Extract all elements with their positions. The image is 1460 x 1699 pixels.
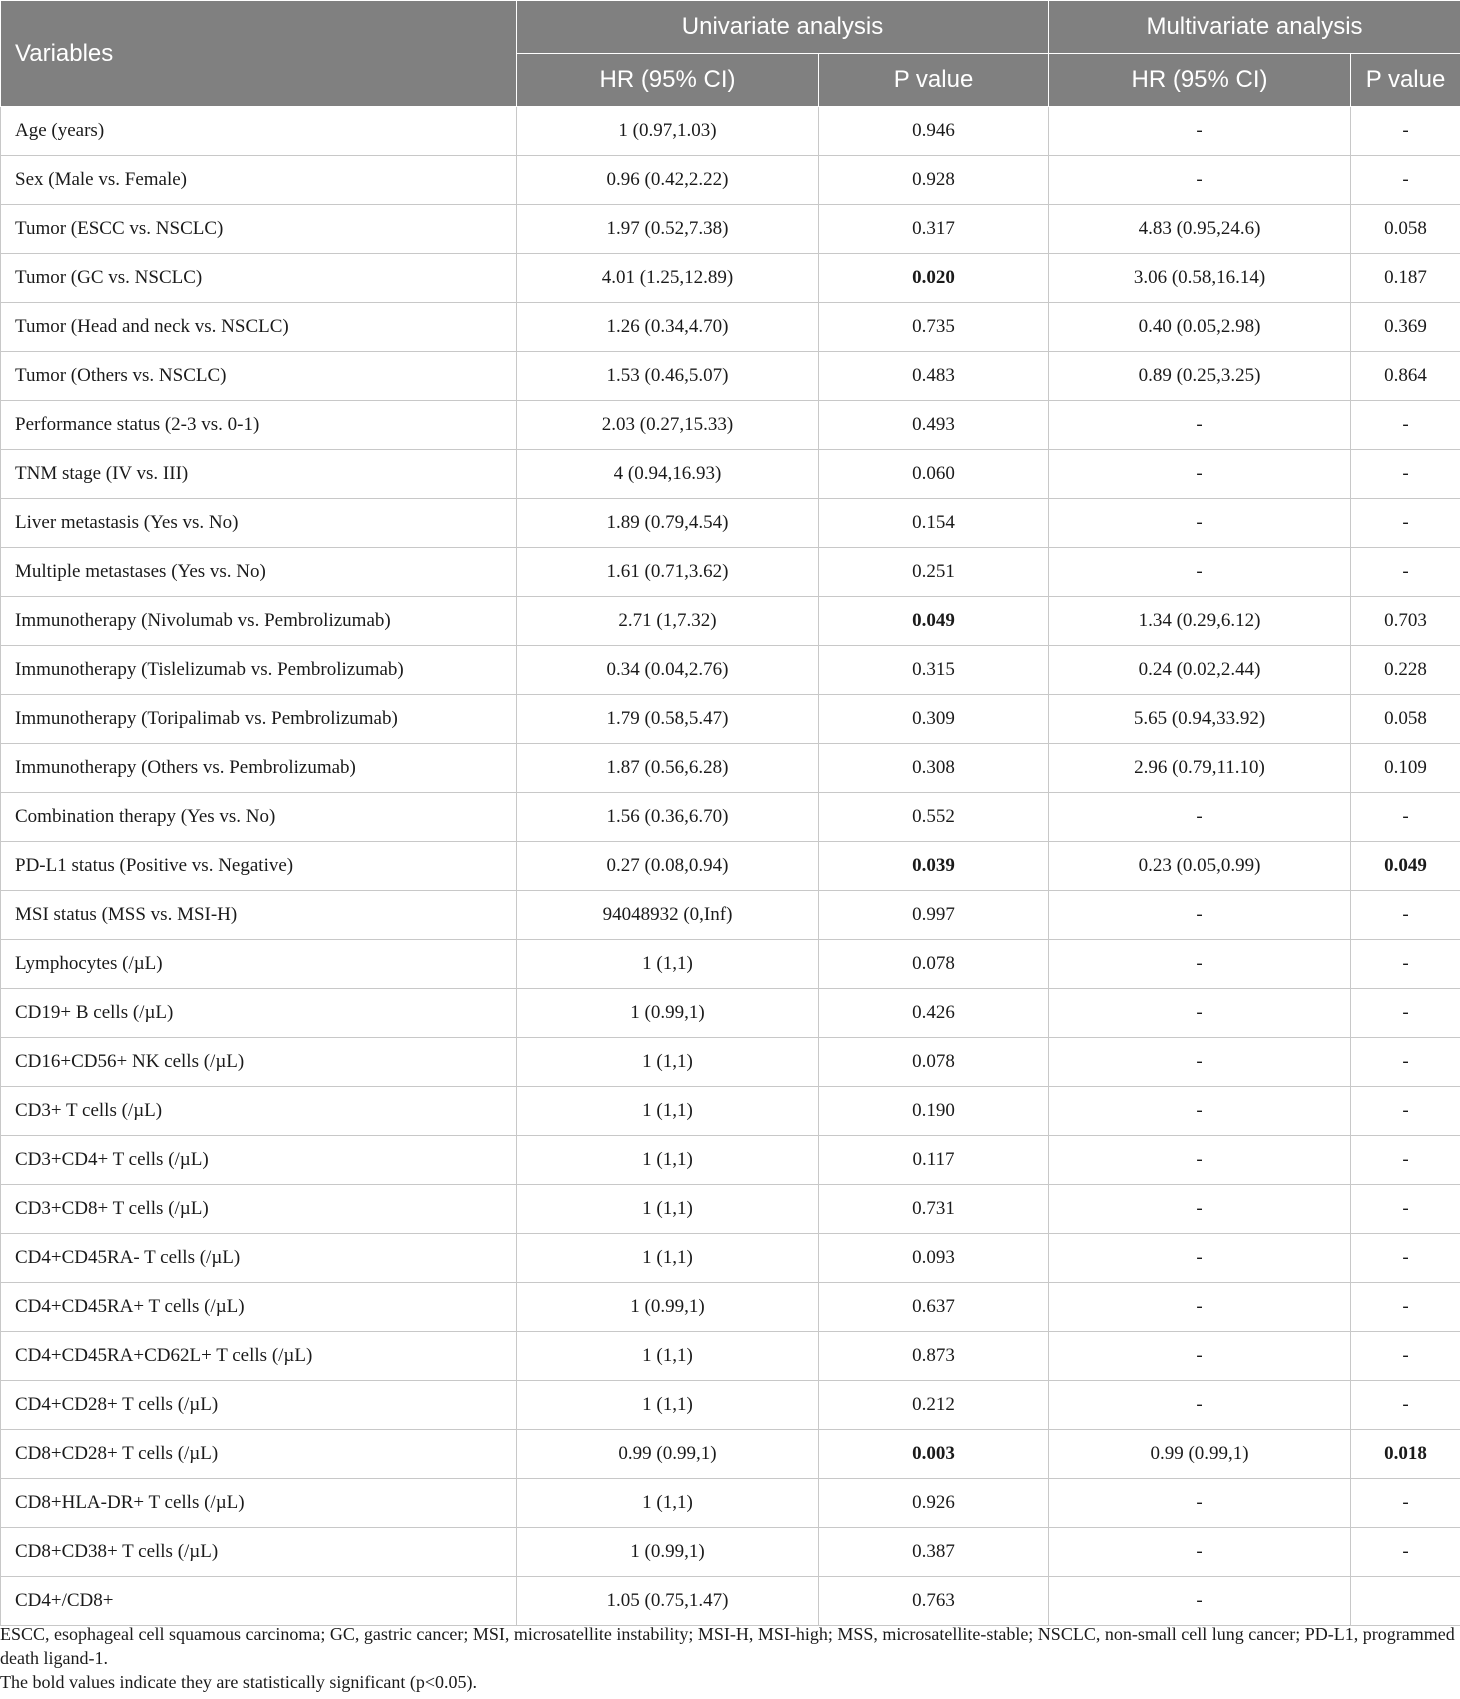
cell-variable: CD3+CD8+ T cells (/µL) [1,1185,517,1234]
cell-uni-hr: 1.61 (0.71,3.62) [517,548,819,597]
table-row [1,156,1460,205]
header-uni-p: P value [819,54,1049,107]
table-row [1,499,1460,548]
cell-uni-p: 0.078 [819,1038,1049,1087]
table-row [1,254,1460,303]
cell-multi-p: - [1351,548,1460,597]
cell-multi-hr: 0.99 (0.99,1) [1049,1430,1351,1479]
cell-multi-hr: - [1049,989,1351,1038]
table-row [1,1185,1460,1234]
cell-variable: CD4+/CD8+ [1,1577,517,1626]
cell-multi-p: 0.018 [1351,1430,1460,1479]
cell-variable: CD19+ B cells (/µL) [1,989,517,1038]
cell-uni-p: 0.309 [819,695,1049,744]
cell-uni-p: 0.946 [819,107,1049,156]
cell-uni-hr: 1 (1,1) [517,1234,819,1283]
cell-multi-hr: - [1049,1332,1351,1381]
table-row [1,1234,1460,1283]
table-row [1,1136,1460,1185]
cell-multi-hr: 4.83 (0.95,24.6) [1049,205,1351,254]
table-row [1,107,1460,156]
cell-uni-p: 0.308 [819,744,1049,793]
table-row [1,1577,1460,1626]
cell-multi-p: - [1351,1381,1460,1430]
table-row [1,1087,1460,1136]
cell-multi-p: - [1351,401,1460,450]
cell-variable: CD8+HLA-DR+ T cells (/µL) [1,1479,517,1528]
cell-uni-hr: 4 (0.94,16.93) [517,450,819,499]
cell-multi-p: - [1351,1185,1460,1234]
cell-uni-hr: 1.53 (0.46,5.07) [517,352,819,401]
table-row [1,205,1460,254]
table-row [1,891,1460,940]
cell-uni-hr: 1 (1,1) [517,1185,819,1234]
cell-multi-hr: 3.06 (0.58,16.14) [1049,254,1351,303]
table-row [1,1332,1460,1381]
cell-uni-p: 0.483 [819,352,1049,401]
cell-multi-p: 0.058 [1351,695,1460,744]
cell-uni-p: 0.317 [819,205,1049,254]
cell-multi-p: - [1351,1038,1460,1087]
cell-multi-hr: 1.34 (0.29,6.12) [1049,597,1351,646]
cell-multi-p: - [1351,1234,1460,1283]
cell-multi-hr: - [1049,1577,1351,1626]
cell-variable: Combination therapy (Yes vs. No) [1,793,517,842]
cell-multi-p: 0.864 [1351,352,1460,401]
cell-uni-hr: 1 (1,1) [517,1087,819,1136]
table-footnote [0,1622,1460,1694]
cell-uni-p: 0.637 [819,1283,1049,1332]
table-row [1,1283,1460,1332]
cell-multi-p: - [1351,107,1460,156]
cell-uni-hr: 2.03 (0.27,15.33) [517,401,819,450]
table-row [1,695,1460,744]
cell-variable: Tumor (ESCC vs. NSCLC) [1,205,517,254]
cell-uni-p: 0.039 [819,842,1049,891]
cell-multi-hr: 0.89 (0.25,3.25) [1049,352,1351,401]
table-row [1,1528,1460,1577]
cell-variable: CD4+CD28+ T cells (/µL) [1,1381,517,1430]
cell-multi-p: 0.369 [1351,303,1460,352]
cell-variable: CD8+CD28+ T cells (/µL) [1,1430,517,1479]
cell-multi-p: - [1351,1087,1460,1136]
table-row [1,744,1460,793]
cell-uni-hr: 2.71 (1,7.32) [517,597,819,646]
cell-variable: Liver metastasis (Yes vs. No) [1,499,517,548]
table-row [1,940,1460,989]
cell-multi-p: - [1351,499,1460,548]
footnote-bold-note: The bold values indicate they are statistically significant (p<0.05). [0,1672,478,1692]
cell-multi-p: - [1351,940,1460,989]
cell-uni-p: 0.873 [819,1332,1049,1381]
header-multi-hr: HR (95% CI) [1049,54,1351,107]
cell-multi-p: 0.049 [1351,842,1460,891]
cell-variable: CD3+ T cells (/µL) [1,1087,517,1136]
cell-multi-hr: 5.65 (0.94,33.92) [1049,695,1351,744]
cell-uni-hr: 1.89 (0.79,4.54) [517,499,819,548]
table-row [1,1479,1460,1528]
cell-multi-hr: - [1049,1136,1351,1185]
cell-multi-hr: - [1049,1087,1351,1136]
table-row [1,352,1460,401]
cell-multi-p: - [1351,1528,1460,1577]
cell-uni-p: 0.117 [819,1136,1049,1185]
cell-uni-hr: 1.05 (0.75,1.47) [517,1577,819,1626]
cell-uni-hr: 0.27 (0.08,0.94) [517,842,819,891]
cell-multi-p: 0.703 [1351,597,1460,646]
cell-uni-p: 0.387 [819,1528,1049,1577]
cell-uni-p: 0.003 [819,1430,1049,1479]
table-row [1,646,1460,695]
cell-multi-hr: - [1049,401,1351,450]
cell-variable: Immunotherapy (Others vs. Pembrolizumab) [1,744,517,793]
cell-uni-p: 0.426 [819,989,1049,1038]
cell-uni-hr: 1.87 (0.56,6.28) [517,744,819,793]
header-univariate: Univariate analysis [517,1,1049,54]
cell-multi-hr: 0.40 (0.05,2.98) [1049,303,1351,352]
cell-variable: Immunotherapy (Toripalimab vs. Pembrolizumab) [1,695,517,744]
cell-multi-hr: - [1049,450,1351,499]
table-row [1,1381,1460,1430]
cell-multi-p: 0.109 [1351,744,1460,793]
cell-multi-hr: - [1049,548,1351,597]
cell-uni-hr: 1.97 (0.52,7.38) [517,205,819,254]
cell-multi-hr: - [1049,1185,1351,1234]
cell-multi-p: - [1351,1136,1460,1185]
cell-variable: Immunotherapy (Nivolumab vs. Pembrolizumab) [1,597,517,646]
cell-uni-hr: 1 (1,1) [517,1136,819,1185]
cell-uni-hr: 1 (1,1) [517,1038,819,1087]
cell-uni-p: 0.251 [819,548,1049,597]
cell-uni-hr: 4.01 (1.25,12.89) [517,254,819,303]
cell-multi-hr: - [1049,1528,1351,1577]
cell-variable: CD16+CD56+ NK cells (/µL) [1,1038,517,1087]
cell-uni-hr: 1.26 (0.34,4.70) [517,303,819,352]
cell-uni-hr: 1 (0.99,1) [517,1528,819,1577]
cell-uni-hr: 94048932 (0,Inf) [517,891,819,940]
header-uni-hr: HR (95% CI) [517,54,819,107]
cell-uni-p: 0.763 [819,1577,1049,1626]
header-variables: Variables [1,1,517,107]
cell-variable: Immunotherapy (Tislelizumab vs. Pembrolizumab) [1,646,517,695]
cell-multi-hr: 0.24 (0.02,2.44) [1049,646,1351,695]
cell-variable: MSI status (MSS vs. MSI-H) [1,891,517,940]
cell-multi-hr: - [1049,1479,1351,1528]
cell-uni-hr: 1 (0.99,1) [517,989,819,1038]
cell-uni-hr: 1 (1,1) [517,1381,819,1430]
cell-uni-p: 0.731 [819,1185,1049,1234]
cell-uni-p: 0.190 [819,1087,1049,1136]
cell-uni-p: 0.552 [819,793,1049,842]
cell-variable: CD4+CD45RA- T cells (/µL) [1,1234,517,1283]
cell-multi-p: - [1351,1332,1460,1381]
cell-variable: Performance status (2-3 vs. 0-1) [1,401,517,450]
cell-uni-hr: 0.96 (0.42,2.22) [517,156,819,205]
table-row [1,989,1460,1038]
footnote-abbreviations: ESCC, esophageal cell squamous carcinoma; GC, gastric cancer; MSI, microsatellite instability; MSI-H, MSI-high; MSS, microsatellite-stable; NSCLC, non-small cell lung cancer; PD-L1, programmed death ligand-1. [0,1624,1455,1668]
cell-uni-p: 0.078 [819,940,1049,989]
cell-uni-p: 0.020 [819,254,1049,303]
cell-uni-hr: 1.79 (0.58,5.47) [517,695,819,744]
cell-uni-p: 0.315 [819,646,1049,695]
cell-multi-p: 0.058 [1351,205,1460,254]
cell-variable: Lymphocytes (/µL) [1,940,517,989]
cell-multi-p: - [1351,793,1460,842]
cell-multi-hr: - [1049,107,1351,156]
cell-multi-hr: - [1049,891,1351,940]
cell-multi-p: - [1351,989,1460,1038]
cell-variable: Tumor (Others vs. NSCLC) [1,352,517,401]
cell-multi-hr: - [1049,1234,1351,1283]
cell-uni-p: 0.049 [819,597,1049,646]
cell-multi-hr: - [1049,156,1351,205]
cell-uni-hr: 1.56 (0.36,6.70) [517,793,819,842]
table-row [1,303,1460,352]
cell-variable: CD4+CD45RA+CD62L+ T cells (/µL) [1,1332,517,1381]
cell-uni-hr: 1 (1,1) [517,1479,819,1528]
cell-variable: PD-L1 status (Positive vs. Negative) [1,842,517,891]
cell-variable: Tumor (Head and neck vs. NSCLC) [1,303,517,352]
cell-uni-p: 0.493 [819,401,1049,450]
cell-multi-p: - [1351,156,1460,205]
cell-uni-p: 0.926 [819,1479,1049,1528]
cell-uni-p: 0.154 [819,499,1049,548]
cell-multi-p: - [1351,1479,1460,1528]
table-row [1,1430,1460,1479]
cell-multi-p: 0.228 [1351,646,1460,695]
cell-uni-hr: 1 (0.97,1.03) [517,107,819,156]
cell-multi-hr: 2.96 (0.79,11.10) [1049,744,1351,793]
cell-uni-hr: 1 (0.99,1) [517,1283,819,1332]
cell-multi-hr: - [1049,499,1351,548]
cell-uni-p: 0.997 [819,891,1049,940]
cell-uni-p: 0.735 [819,303,1049,352]
cell-multi-hr: - [1049,1283,1351,1332]
cell-variable: CD3+CD4+ T cells (/µL) [1,1136,517,1185]
header-multivariate: Multivariate analysis [1049,1,1460,54]
table-row [1,793,1460,842]
cell-variable: CD8+CD38+ T cells (/µL) [1,1528,517,1577]
table-row [1,450,1460,499]
cell-multi-hr: - [1049,1038,1351,1087]
cell-variable: Sex (Male vs. Female) [1,156,517,205]
cell-multi-hr: - [1049,1381,1351,1430]
cell-multi-p: - [1351,1283,1460,1332]
cell-uni-p: 0.928 [819,156,1049,205]
cell-multi-p [1351,1577,1460,1626]
table-row [1,842,1460,891]
cell-multi-hr: - [1049,793,1351,842]
cell-uni-p: 0.212 [819,1381,1049,1430]
header-multi-p: P value [1351,54,1460,107]
cell-multi-p: 0.187 [1351,254,1460,303]
table-row [1,401,1460,450]
table-row [1,548,1460,597]
cell-multi-p: - [1351,450,1460,499]
cell-multi-p: - [1351,891,1460,940]
cell-variable: Tumor (GC vs. NSCLC) [1,254,517,303]
cell-variable: Age (years) [1,107,517,156]
cell-uni-hr: 0.99 (0.99,1) [517,1430,819,1479]
cell-uni-p: 0.060 [819,450,1049,499]
cell-variable: Multiple metastases (Yes vs. No) [1,548,517,597]
cell-variable: TNM stage (IV vs. III) [1,450,517,499]
table-row [1,597,1460,646]
cell-variable: CD4+CD45RA+ T cells (/µL) [1,1283,517,1332]
cell-uni-hr: 1 (1,1) [517,1332,819,1381]
cell-multi-hr: - [1049,940,1351,989]
table-row [1,1038,1460,1087]
cell-uni-p: 0.093 [819,1234,1049,1283]
cell-multi-hr: 0.23 (0.05,0.99) [1049,842,1351,891]
cell-uni-hr: 0.34 (0.04,2.76) [517,646,819,695]
cell-uni-hr: 1 (1,1) [517,940,819,989]
table-body [1,107,1460,1626]
